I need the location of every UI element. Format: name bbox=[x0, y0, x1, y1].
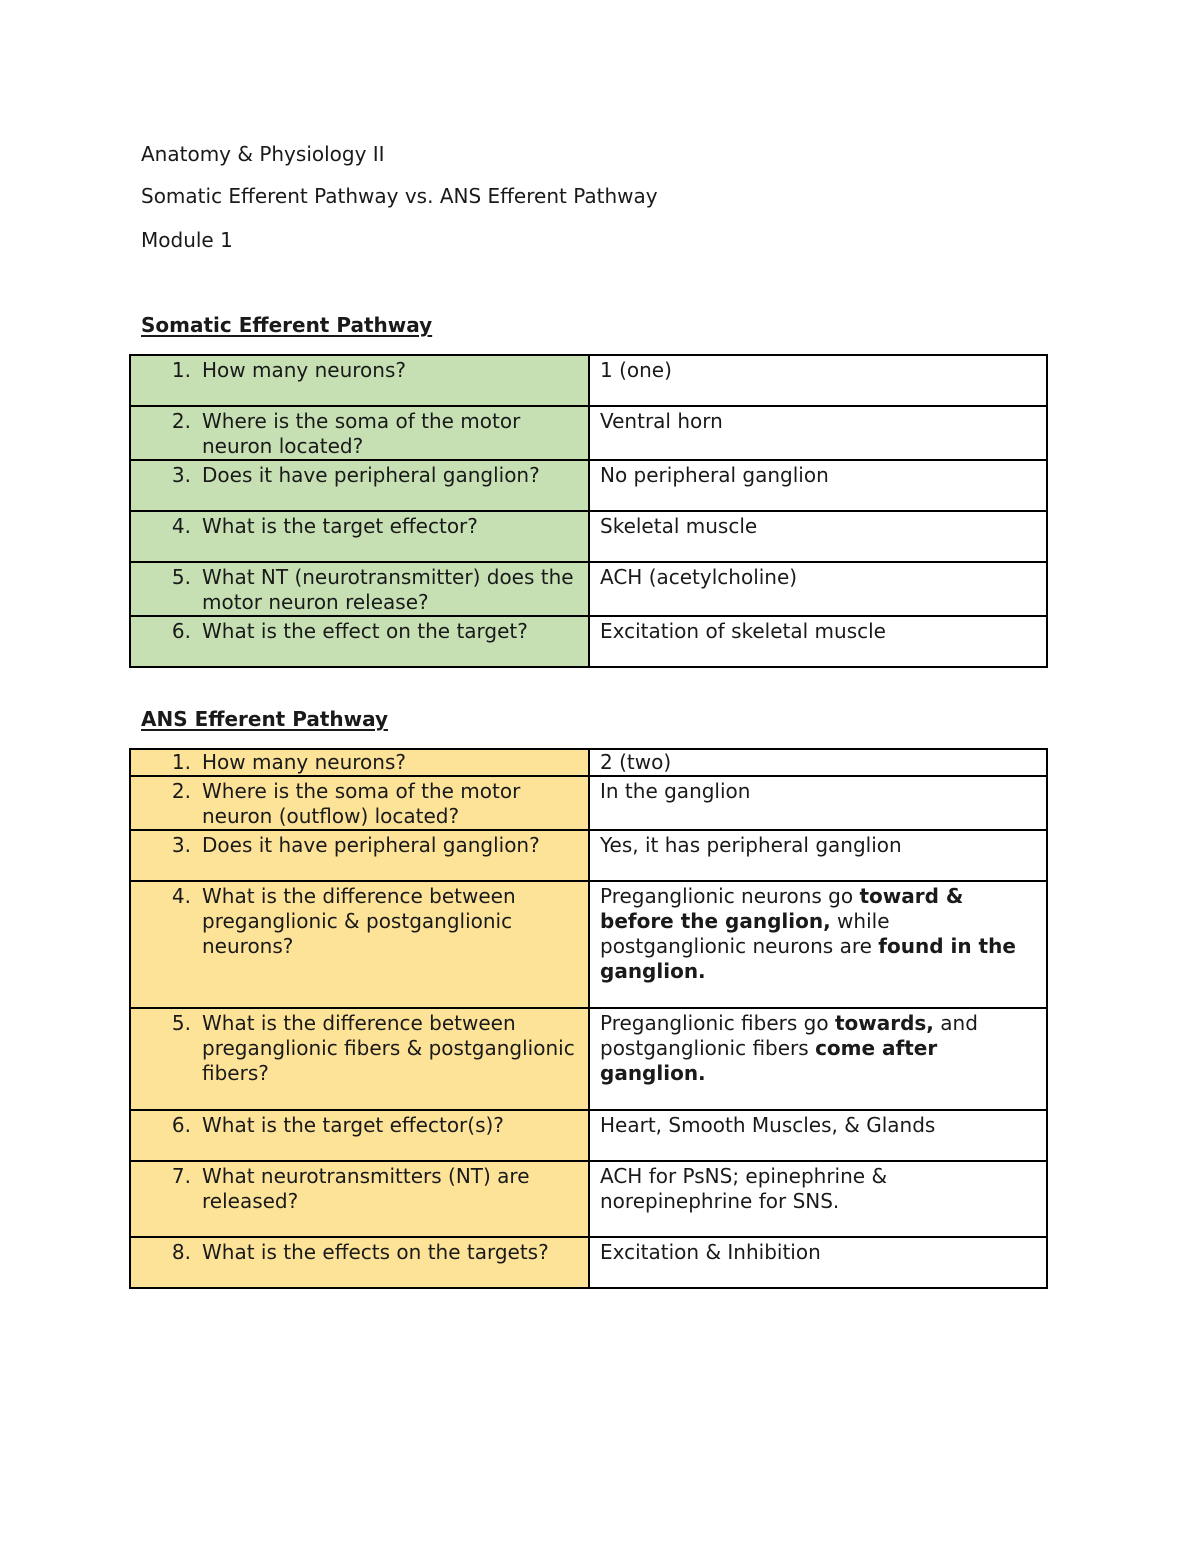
answer-text: ACH (acetylcholine) bbox=[600, 565, 798, 589]
table-row bbox=[130, 460, 1047, 511]
table-row bbox=[130, 749, 1047, 776]
answer-text: Yes, it has peripheral ganglion bbox=[600, 833, 902, 857]
topic-title: Somatic Efferent Pathway vs. ANS Efferent Pathway bbox=[141, 184, 658, 208]
table-row bbox=[130, 776, 1047, 830]
module-label: Module 1 bbox=[141, 228, 233, 252]
ans-table bbox=[129, 748, 1048, 1289]
row-number: 3. bbox=[171, 463, 191, 487]
question-text: What is the effect on the target? bbox=[202, 619, 528, 643]
question-text: What is the effects on the targets? bbox=[202, 1240, 549, 1264]
row-number: 1. bbox=[171, 358, 191, 382]
answer-text: ACH for PsNS; epinephrine & norepinephrine for SNS. bbox=[600, 1164, 888, 1213]
table-row bbox=[130, 881, 1047, 1008]
row-number: 2. bbox=[171, 779, 191, 803]
course-title: Anatomy & Physiology II bbox=[141, 142, 385, 166]
question-text: Does it have peripheral ganglion? bbox=[202, 463, 540, 487]
answer-text: Preganglionic fibers go towards, and postganglionic fibers come after ganglion. bbox=[600, 1011, 978, 1085]
question-text: What is the target effector(s)? bbox=[202, 1113, 504, 1137]
question-text: Where is the soma of the motor neuron (outflow) located? bbox=[202, 779, 521, 828]
answer-text: 2 (two) bbox=[600, 750, 672, 774]
question-text: What NT (neurotransmitter) does the motor neuron release? bbox=[202, 565, 574, 614]
ans-heading: ANS Efferent Pathway bbox=[141, 707, 389, 731]
answer-text: Preganglionic neurons go toward & before the ganglion, while postganglionic neurons are found in the ganglion. bbox=[600, 884, 1016, 983]
answer-text: 1 (one) bbox=[600, 358, 672, 382]
row-number: 5. bbox=[171, 565, 191, 589]
table-row bbox=[130, 1237, 1047, 1288]
table-row bbox=[130, 1161, 1047, 1237]
row-number: 6. bbox=[171, 1113, 191, 1137]
answer-text: In the ganglion bbox=[600, 779, 751, 803]
question-text: What neurotransmitters (NT) are released? bbox=[202, 1164, 530, 1213]
table-row bbox=[130, 406, 1047, 460]
row-number: 4. bbox=[171, 884, 191, 908]
answer-text: No peripheral ganglion bbox=[600, 463, 829, 487]
table-row bbox=[130, 511, 1047, 562]
row-number: 3. bbox=[171, 833, 191, 857]
table-row bbox=[130, 1110, 1047, 1161]
question-text: What is the target effector? bbox=[202, 514, 478, 538]
answer-text: Skeletal muscle bbox=[600, 514, 758, 538]
question-text: What is the difference between preganglionic & postganglionic neurons? bbox=[202, 884, 516, 958]
question-text: Where is the soma of the motor neuron located? bbox=[202, 409, 521, 458]
row-number: 6. bbox=[171, 619, 191, 643]
table-row bbox=[130, 830, 1047, 881]
question-text: How many neurons? bbox=[202, 358, 406, 382]
answer-text: Excitation & Inhibition bbox=[600, 1240, 821, 1264]
somatic-heading: Somatic Efferent Pathway bbox=[141, 313, 433, 337]
table-row bbox=[130, 355, 1047, 406]
row-number: 5. bbox=[171, 1011, 191, 1035]
row-number: 1. bbox=[171, 750, 191, 774]
question-text: What is the difference between preganglionic fibers & postganglionic fibers? bbox=[202, 1011, 575, 1085]
row-number: 7. bbox=[171, 1164, 191, 1188]
row-number: 8. bbox=[171, 1240, 191, 1264]
question-text: Does it have peripheral ganglion? bbox=[202, 833, 540, 857]
answer-text: Ventral horn bbox=[600, 409, 723, 433]
somatic-table bbox=[129, 354, 1048, 668]
table-row bbox=[130, 562, 1047, 616]
question-text: How many neurons? bbox=[202, 750, 406, 774]
table-row bbox=[130, 616, 1047, 667]
row-number: 4. bbox=[171, 514, 191, 538]
answer-text: Heart, Smooth Muscles, & Glands bbox=[600, 1113, 936, 1137]
row-number: 2. bbox=[171, 409, 191, 433]
answer-text: Excitation of skeletal muscle bbox=[600, 619, 886, 643]
table-row bbox=[130, 1008, 1047, 1110]
